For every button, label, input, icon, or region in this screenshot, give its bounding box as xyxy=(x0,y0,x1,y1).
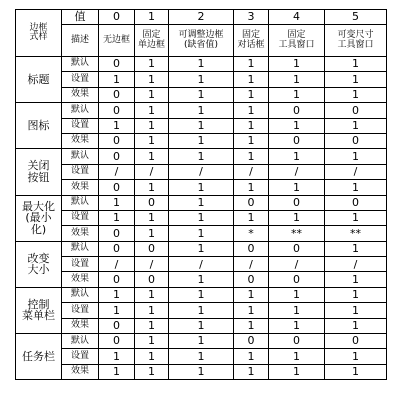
group-close-row-setting xyxy=(16,164,387,179)
value-cell: 1 xyxy=(99,210,135,225)
value-cell: 1 xyxy=(169,303,234,318)
value-cell: 1 xyxy=(135,349,169,364)
property-label: 效果 xyxy=(62,226,99,241)
value-cell: 1 xyxy=(234,118,269,133)
value-cell: 1 xyxy=(234,364,269,379)
value-cell: 1 xyxy=(234,210,269,225)
value-cell: 1 xyxy=(169,87,234,102)
value-cell: 1 xyxy=(99,118,135,133)
value-cell: / xyxy=(135,164,169,179)
value-cell: 1 xyxy=(234,72,269,87)
value-cell: 1 xyxy=(234,287,269,302)
group-resize-row-default xyxy=(16,241,387,256)
value-cell: 1 xyxy=(269,318,325,333)
property-label: 效果 xyxy=(62,364,99,379)
value-cell: 1 xyxy=(234,103,269,118)
group-resize-row-setting xyxy=(16,257,387,272)
value-cell: 0 xyxy=(325,195,387,210)
value-cell: 1 xyxy=(234,318,269,333)
value-cell: 1 xyxy=(325,57,387,72)
value-cell: 0 xyxy=(99,226,135,241)
property-label: 设置 xyxy=(62,164,99,179)
value-cell: 0 xyxy=(269,334,325,349)
value-cell: 0 xyxy=(269,241,325,256)
value-cell: / xyxy=(234,257,269,272)
value-cell: 1 xyxy=(269,210,325,225)
value-cell: / xyxy=(325,257,387,272)
value-cell: 0 xyxy=(234,241,269,256)
value-cell: / xyxy=(325,164,387,179)
value-cell: 1 xyxy=(135,72,169,87)
value-cell: 1 xyxy=(325,87,387,102)
property-label: 默认 xyxy=(62,241,99,256)
header-desc-label: 描述 xyxy=(62,25,99,57)
value-cell: 0 xyxy=(99,133,135,148)
value-cell: 1 xyxy=(325,287,387,302)
property-label: 设置 xyxy=(62,118,99,133)
header-desc-5: 可变尺寸 工具窗口 xyxy=(325,25,387,57)
border-style-table-container xyxy=(15,9,387,380)
value-cell: / xyxy=(99,164,135,179)
border-style-table xyxy=(15,9,387,380)
value-cell: 1 xyxy=(325,241,387,256)
value-cell: 0 xyxy=(325,133,387,148)
value-cell: 1 xyxy=(269,364,325,379)
property-label: 设置 xyxy=(62,210,99,225)
group-maximize-row-effect xyxy=(16,226,387,241)
group-icon-row-effect xyxy=(16,133,387,148)
group-close-row-default xyxy=(16,149,387,164)
group-label-resize: 改变 大小 xyxy=(16,241,62,287)
property-label: 默认 xyxy=(62,149,99,164)
value-cell: 0 xyxy=(99,241,135,256)
value-cell: 1 xyxy=(135,133,169,148)
value-cell: 1 xyxy=(169,349,234,364)
value-cell: 1 xyxy=(325,349,387,364)
value-cell: / xyxy=(99,257,135,272)
value-cell: 1 xyxy=(234,149,269,164)
value-cell: 1 xyxy=(135,318,169,333)
value-cell: 0 xyxy=(269,103,325,118)
property-label: 效果 xyxy=(62,180,99,195)
property-label: 默认 xyxy=(62,334,99,349)
value-cell: 1 xyxy=(169,149,234,164)
value-cell: 1 xyxy=(169,180,234,195)
value-cell: 1 xyxy=(325,118,387,133)
header-desc-2: 可调整边框 (缺省值) xyxy=(169,25,234,57)
value-cell: / xyxy=(135,257,169,272)
value-cell: 0 xyxy=(99,57,135,72)
group-label-close: 关闭 按钮 xyxy=(16,149,62,195)
header-value-2: 2 xyxy=(169,10,234,25)
value-cell: 1 xyxy=(325,72,387,87)
value-cell: 0 xyxy=(99,103,135,118)
value-cell: / xyxy=(234,164,269,179)
value-cell: 0 xyxy=(325,103,387,118)
value-cell: 1 xyxy=(269,87,325,102)
group-label-title: 标题 xyxy=(16,57,62,103)
property-label: 设置 xyxy=(62,257,99,272)
value-cell: 1 xyxy=(135,149,169,164)
group-icon-row-default xyxy=(16,103,387,118)
value-cell: * xyxy=(234,226,269,241)
value-cell: 1 xyxy=(135,364,169,379)
header-value-1: 1 xyxy=(135,10,169,25)
value-cell: 1 xyxy=(135,226,169,241)
group-taskbar-row-default xyxy=(16,334,387,349)
property-label: 设置 xyxy=(62,349,99,364)
value-cell: 0 xyxy=(135,272,169,287)
value-cell: 0 xyxy=(99,87,135,102)
value-cell: 1 xyxy=(325,210,387,225)
header-desc-0: 无边框 xyxy=(99,25,135,57)
value-cell: 1 xyxy=(169,57,234,72)
group-control-menu-row-effect xyxy=(16,318,387,333)
group-taskbar-row-effect xyxy=(16,364,387,379)
group-label-icon: 图标 xyxy=(16,103,62,149)
header-value-5: 5 xyxy=(325,10,387,25)
value-cell: 1 xyxy=(169,364,234,379)
value-cell: 1 xyxy=(269,72,325,87)
value-cell: 1 xyxy=(234,349,269,364)
value-cell: 0 xyxy=(269,133,325,148)
group-title-row-default xyxy=(16,57,387,72)
property-label: 效果 xyxy=(62,87,99,102)
value-cell: 1 xyxy=(325,303,387,318)
value-cell: 1 xyxy=(169,318,234,333)
value-cell: / xyxy=(169,257,234,272)
value-cell: 1 xyxy=(269,149,325,164)
header-desc-1: 固定 单边框 xyxy=(135,25,169,57)
value-cell: 0 xyxy=(99,149,135,164)
value-cell: 1 xyxy=(269,57,325,72)
group-title-row-effect xyxy=(16,87,387,102)
value-cell: 0 xyxy=(234,334,269,349)
value-cell: 1 xyxy=(169,72,234,87)
group-title-row-setting xyxy=(16,72,387,87)
value-cell: 0 xyxy=(269,195,325,210)
value-cell: 0 xyxy=(135,195,169,210)
header-desc-row xyxy=(16,25,387,57)
property-label: 默认 xyxy=(62,287,99,302)
value-cell: 1 xyxy=(269,180,325,195)
value-cell: / xyxy=(269,257,325,272)
value-cell: 1 xyxy=(169,334,234,349)
value-cell: 1 xyxy=(99,287,135,302)
value-cell: 1 xyxy=(135,334,169,349)
property-label: 效果 xyxy=(62,272,99,287)
value-cell: 1 xyxy=(234,133,269,148)
property-label: 效果 xyxy=(62,133,99,148)
value-cell: 1 xyxy=(169,241,234,256)
value-cell: 1 xyxy=(269,349,325,364)
header-value-label: 值 xyxy=(62,10,99,25)
group-maximize-row-default xyxy=(16,195,387,210)
value-cell: 1 xyxy=(99,72,135,87)
value-cell: / xyxy=(269,164,325,179)
value-cell: 1 xyxy=(325,318,387,333)
group-close-row-effect xyxy=(16,180,387,195)
group-label-control-menu: 控制 菜单栏 xyxy=(16,287,62,333)
value-cell: 0 xyxy=(234,195,269,210)
value-cell: 0 xyxy=(269,272,325,287)
value-cell: 0 xyxy=(99,334,135,349)
value-cell: 1 xyxy=(135,57,169,72)
group-resize-row-effect xyxy=(16,272,387,287)
value-cell: 1 xyxy=(325,272,387,287)
value-cell: 1 xyxy=(135,103,169,118)
value-cell: 1 xyxy=(99,364,135,379)
value-cell: 1 xyxy=(99,195,135,210)
value-cell: 1 xyxy=(135,287,169,302)
value-cell: 1 xyxy=(135,87,169,102)
value-cell: 1 xyxy=(234,57,269,72)
value-cell: 1 xyxy=(169,195,234,210)
header-value-4: 4 xyxy=(269,10,325,25)
property-label: 效果 xyxy=(62,318,99,333)
value-cell: 0 xyxy=(325,334,387,349)
value-cell: 1 xyxy=(169,103,234,118)
value-cell: 1 xyxy=(169,272,234,287)
value-cell: 1 xyxy=(325,180,387,195)
value-cell: 0 xyxy=(234,272,269,287)
value-cell: 1 xyxy=(135,118,169,133)
property-label: 默认 xyxy=(62,103,99,118)
value-cell: 1 xyxy=(135,210,169,225)
value-cell: 1 xyxy=(169,226,234,241)
value-cell: 1 xyxy=(269,118,325,133)
header-desc-4: 固定 工具窗口 xyxy=(269,25,325,57)
group-control-menu-row-setting xyxy=(16,303,387,318)
value-cell: 1 xyxy=(169,210,234,225)
value-cell: ** xyxy=(325,226,387,241)
header-value-0: 0 xyxy=(99,10,135,25)
value-cell: 0 xyxy=(99,318,135,333)
header-desc-3: 固定 对话框 xyxy=(234,25,269,57)
property-label: 默认 xyxy=(62,57,99,72)
group-taskbar-row-setting xyxy=(16,349,387,364)
value-cell: 1 xyxy=(169,287,234,302)
value-cell: 1 xyxy=(99,303,135,318)
property-label: 设置 xyxy=(62,72,99,87)
header-corner-cell: 边框 式样 xyxy=(16,10,62,57)
value-cell: / xyxy=(169,164,234,179)
value-cell: ** xyxy=(269,226,325,241)
value-cell: 1 xyxy=(135,180,169,195)
value-cell: 1 xyxy=(234,303,269,318)
header-value-row xyxy=(16,10,387,25)
value-cell: 1 xyxy=(169,133,234,148)
group-maximize-row-setting xyxy=(16,210,387,225)
value-cell: 1 xyxy=(269,303,325,318)
value-cell: 1 xyxy=(135,303,169,318)
group-icon-row-setting xyxy=(16,118,387,133)
value-cell: 0 xyxy=(99,272,135,287)
group-label-maximize: 最大化 (最小 化) xyxy=(16,195,62,241)
table-body xyxy=(16,10,387,380)
value-cell: 0 xyxy=(99,180,135,195)
property-label: 设置 xyxy=(62,303,99,318)
group-control-menu-row-default xyxy=(16,287,387,302)
value-cell: 1 xyxy=(99,349,135,364)
value-cell: 1 xyxy=(325,364,387,379)
property-label: 默认 xyxy=(62,195,99,210)
group-label-taskbar: 任务栏 xyxy=(16,334,62,380)
value-cell: 1 xyxy=(234,87,269,102)
value-cell: 1 xyxy=(269,287,325,302)
value-cell: 1 xyxy=(325,149,387,164)
value-cell: 1 xyxy=(234,180,269,195)
value-cell: 1 xyxy=(169,118,234,133)
header-value-3: 3 xyxy=(234,10,269,25)
value-cell: 0 xyxy=(135,241,169,256)
